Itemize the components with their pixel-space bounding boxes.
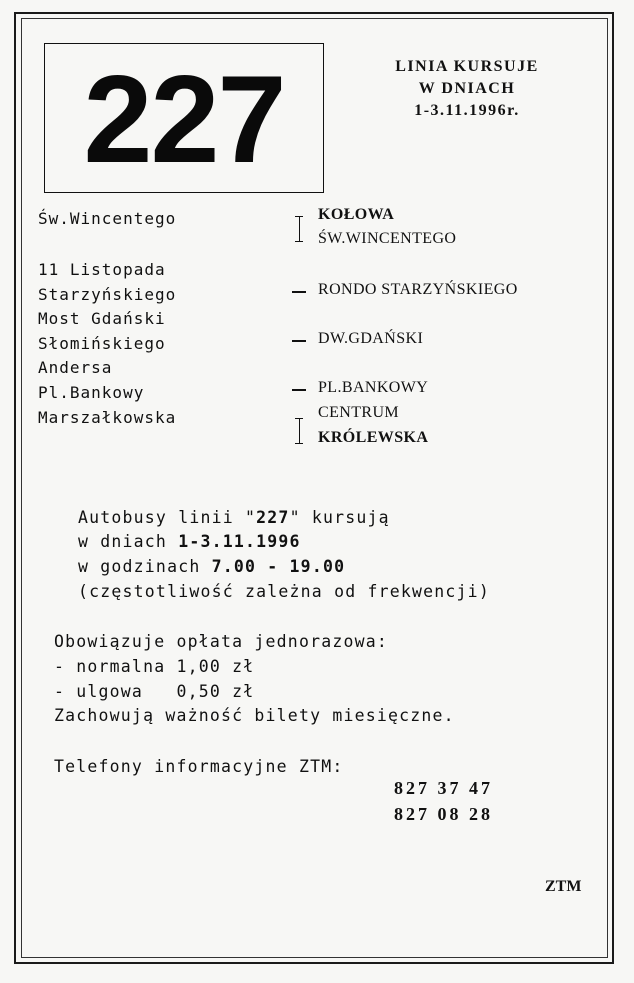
service-hours: 7.00 - 19.00 bbox=[211, 557, 346, 576]
phone-number-2: 827 08 28 bbox=[394, 804, 493, 824]
fare-reduced: - ulgowa 0,50 zł bbox=[54, 682, 255, 701]
stop-kolowa: KOŁOWA bbox=[318, 206, 395, 223]
service-line-4: (częstotliwość zależna od frekwencji) bbox=[78, 582, 490, 601]
notice-line-2: W DNIACH bbox=[418, 80, 516, 97]
notice-line-1: LINIA KURSUJE bbox=[395, 58, 539, 75]
stop-dw-gdanski: DW.GDAŃSKI bbox=[318, 330, 424, 347]
line-number: 227 bbox=[83, 51, 285, 189]
street-item: Marszałkowska bbox=[38, 408, 177, 427]
street-item: 11 Listopada bbox=[38, 260, 166, 279]
phone-number-1: 827 37 47 bbox=[394, 778, 493, 798]
street-item: Słomińskiego bbox=[38, 334, 166, 353]
fare-normal: - normalna 1,00 zł bbox=[54, 657, 255, 676]
street-item: Starzyńskiego bbox=[38, 285, 177, 304]
stop-sw-wincentego: ŚW.WINCENTEGO bbox=[318, 230, 457, 247]
ztm-signature: ZTM bbox=[545, 878, 582, 895]
service-dates-notice bbox=[352, 56, 582, 122]
service-dates: 1-3.11.1996 bbox=[178, 532, 301, 551]
terminus-marker-top bbox=[295, 216, 303, 242]
street-item: Most Gdański bbox=[38, 309, 166, 328]
phones-label: Telefony informacyjne ZTM: bbox=[54, 757, 344, 776]
stop-centrum: CENTRUM bbox=[318, 404, 400, 421]
service-line-2: w dniach 1-3.11.1996 bbox=[78, 532, 301, 551]
monthly-tickets-note: Zachowują ważność bilety miesięczne. bbox=[54, 706, 455, 725]
stop-dash bbox=[292, 291, 306, 293]
street-item: Andersa bbox=[38, 358, 113, 377]
service-line-number: 227 bbox=[256, 508, 290, 527]
stop-dash bbox=[292, 340, 306, 342]
fares-title: Obowiązuje opłata jednorazowa: bbox=[54, 632, 389, 651]
stop-dash bbox=[292, 389, 306, 391]
stop-rondo-starzynskiego: RONDO STARZYŃSKIEGO bbox=[318, 281, 518, 298]
stop-pl-bankowy: PL.BANKOWY bbox=[318, 379, 429, 396]
line-number-box bbox=[44, 43, 324, 193]
stop-krolewska: KRÓLEWSKA bbox=[318, 429, 429, 446]
service-line-3: w godzinach 7.00 - 19.00 bbox=[78, 557, 346, 576]
street-item: Św.Wincentego bbox=[38, 209, 177, 228]
terminus-marker-bottom bbox=[295, 418, 303, 444]
street-item: Pl.Bankowy bbox=[38, 383, 145, 402]
notice-line-3: 1-3.11.1996r. bbox=[414, 102, 520, 119]
service-line-1: Autobusy linii "227" kursują bbox=[78, 508, 390, 527]
